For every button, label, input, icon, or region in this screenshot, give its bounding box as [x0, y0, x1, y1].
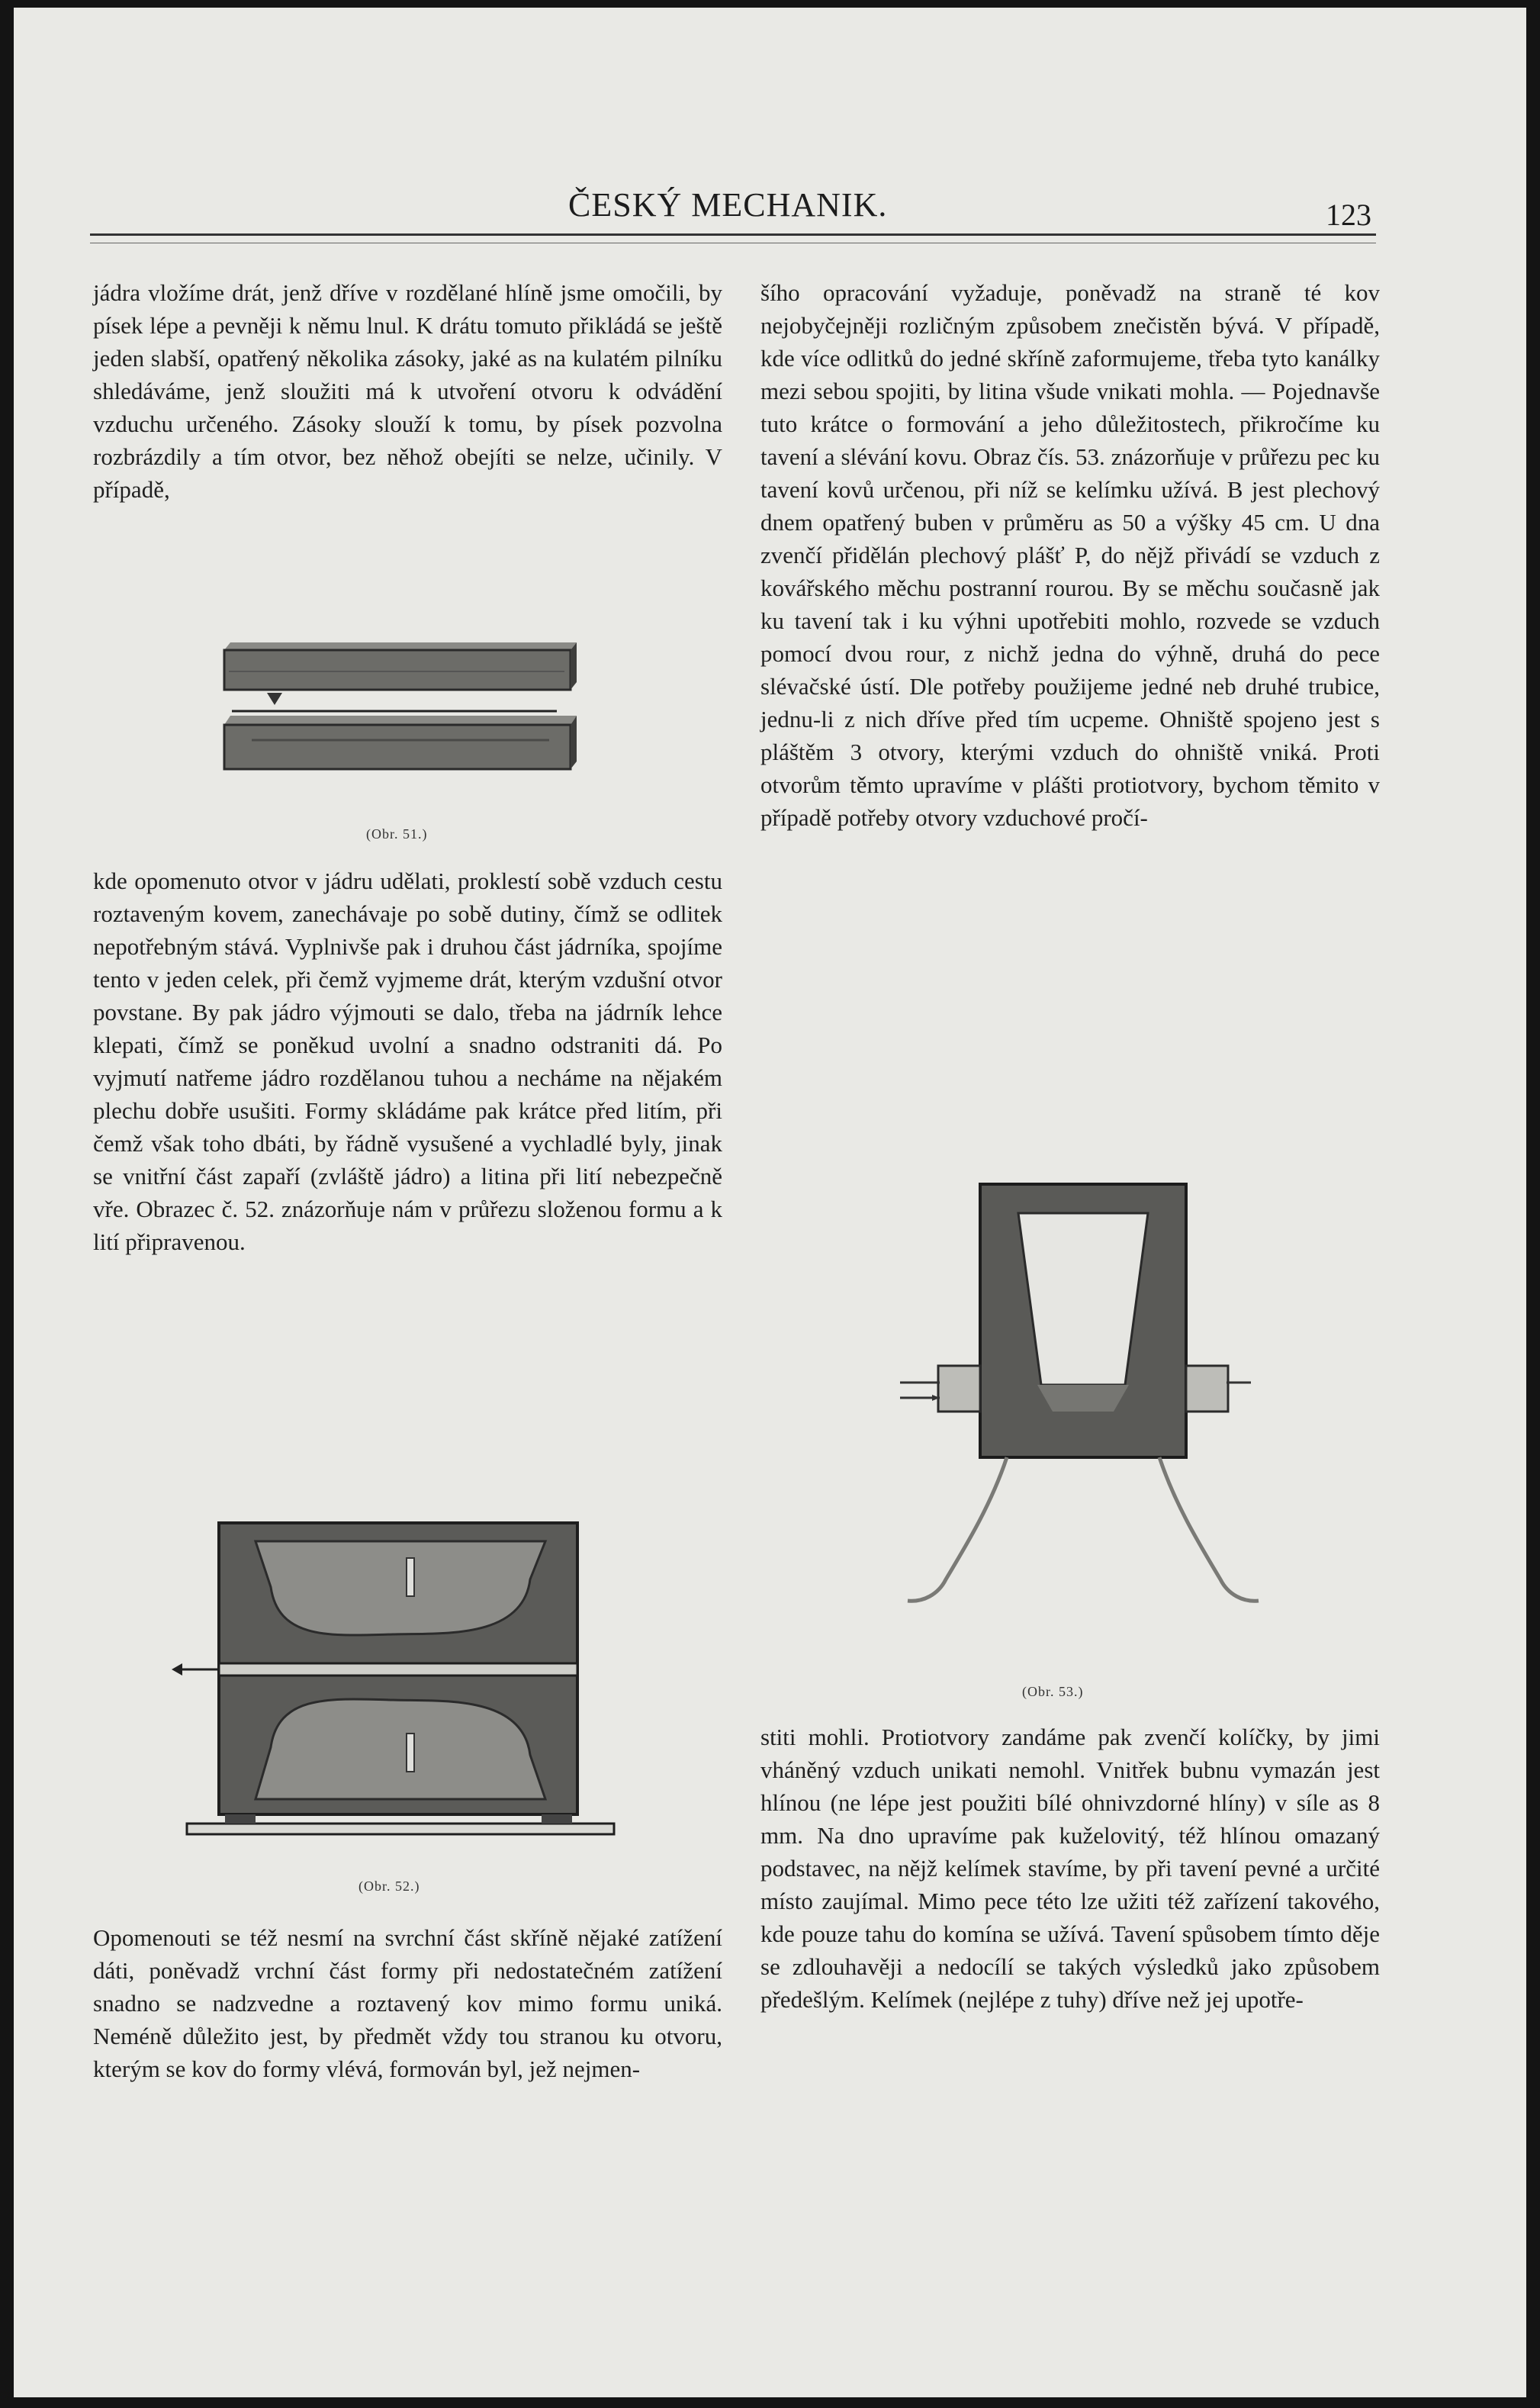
air-jacket-left	[938, 1366, 980, 1412]
figure-51-core-box	[221, 641, 587, 801]
crucible	[1018, 1213, 1148, 1385]
left-paragraph-1: jádra vložíme drát, jenž dříve v rozdělané hlíně jsme omočili, by písek lépe a pevněji k němu lnul. K drátu tomuto přikládá se ještě jeden slabší, opatřený několika zásoky, jaké as na kulatém pilníku shledáváme, jenž sloužiti má k utvoření otvoru k odvádění vzduchu určeného. Zásoky slouží k tomu, by písek pozvolna rozbrázdily a tím otvor, bez něhož obejíti se nelze, učinily. V případě,	[93, 279, 722, 503]
header-rule	[90, 233, 1376, 236]
figure-53-caption: (Obr. 53.)	[1022, 1684, 1084, 1699]
right-leg	[1159, 1457, 1259, 1601]
core-box-lower-half	[224, 716, 577, 769]
left-paragraph-3: Opomenouti se též nesmí na svrchní část skříně nějaké zatížení dáti, poněvadž vrchní část formy při nedostatečném zatížení snadno se nadzvedne a roztavený kov mimo formu uniká. Neméně důležito jest, by předmět vždy tou stranou ku otvoru, kterým se kov do formy vlévá, formován byl, jež nejmen-	[93, 1924, 722, 2082]
core-wire	[232, 693, 557, 711]
parting-plate	[219, 1663, 577, 1676]
figure-53-crucible-furnace	[892, 1183, 1274, 1625]
figure-52-mold-section	[164, 1518, 637, 1854]
base-board	[187, 1824, 614, 1834]
crucible-stand	[1037, 1385, 1129, 1412]
figure-51-caption: (Obr. 51.)	[366, 826, 428, 842]
page-number: 123	[1326, 198, 1371, 232]
right-paragraph-1: šího opracování vyžaduje, poněvadž na straně té kov nejobyčejněji rozličným způsobem znečistěn bývá. V případě, kde více odlitků do jedné skříně zaformujeme, třeba tyto kanálky mezi sebou spojiti, by litina všude vnikati mohla. — Pojednavše tuto krátce o formování a jeho důležitostech, přikročíme ku tavení a slévání kovu. Obraz čís. 53. znázorňuje v průřezu pec ku tavení kovů určenou, při níž se kelímku užívá. B jest plechový dnem opatřený buben v průměru as 50 a výšky 45 cm. U dna zvenčí přidělán plechový plášť P, do nějž přivádí se vzduch z kovářského měchu postranní rourou. By se měchu současně jak ku tavení tak i ku výhni upotřebiti mohlo, rozvede se vzduch pomocí dvou rour, z nichž jedna do výhně, druhá do pece slévačské ústí. Dle potřeby použijeme jedné neb druhé trubice, jednu-li z nich dříve před tím ucpeme. Ohniště spojeno jest s pláštěm 3 otvory, kterými vzduch do ohniště vniká. Proti otvorům těmto upravíme v plášti protiotvory, bychom těmito v případě potřeby otvory vzduchové pročí-	[760, 279, 1380, 831]
running-header-title: ČESKÝ MECHANIK.	[568, 186, 888, 224]
left-leg	[908, 1457, 1007, 1601]
upper-mold-cavity	[256, 1541, 545, 1635]
lower-mold-cavity	[256, 1699, 545, 1799]
right-paragraph-2: stiti mohli. Protiotvory zandáme pak zvenčí kolíčky, by jimi vháněný vzduch unikati nemohl. Vnitřek bubnu vymazán jest hlínou (ne lépe jest použiti bílé ohnivzdorné hlíny) v síle as 8 mm. Na dno upravíme pak kuželovitý, též hlínou omazaný podstavec, na nějž kelímek stavíme, by při tavení pevné a určité místo zaujímal. Mimo pece této lze užiti též zařízení takového, kde pouze tahu do komína se užívá. Tavení spůsobem tímto děje se zdlouhavěji a nedocílí se takých výsledků jako způsobem předešlým. Kelímek (nejlépe z tuhy) dříve než jej upotře-	[760, 1724, 1380, 2013]
figure-52-caption: (Obr. 52.)	[358, 1878, 420, 1894]
left-paragraph-2: kde opomenuto otvor v jádru udělati, proklestí sobě vzduch cestu roztaveným kovem, zanechávaje po sobě dutiny, čímž se odlitek nepotřebným stává. Vyplnivše pak i druhou část jádrníka, spojíme tento v jeden celek, při čemž vyjmeme drát, kterým vzdušní otvor povstane. By pak jádro výjmouti se dalo, třeba na jádrník lehce klepati, čímž se poněkud uvolní a snadno odstraniti dá. Po vyjmutí natřeme jádro rozdělanou tuhou a necháme na nějakém plechu dobře usušiti. Formy skládáme pak krátce před litím, při čemž však toho dbáti, by řádně vysušené a vychladlé byly, jinak se vnitřní část zapaří (zvláště jádro) a litina při lití nebezpečně vře. Obrazec č. 52. znázorňuje nám v průřezu složenou formu a k lití připravenou.	[93, 868, 722, 1255]
core-box-upper-half	[224, 642, 577, 690]
air-jacket-right	[1186, 1366, 1228, 1412]
